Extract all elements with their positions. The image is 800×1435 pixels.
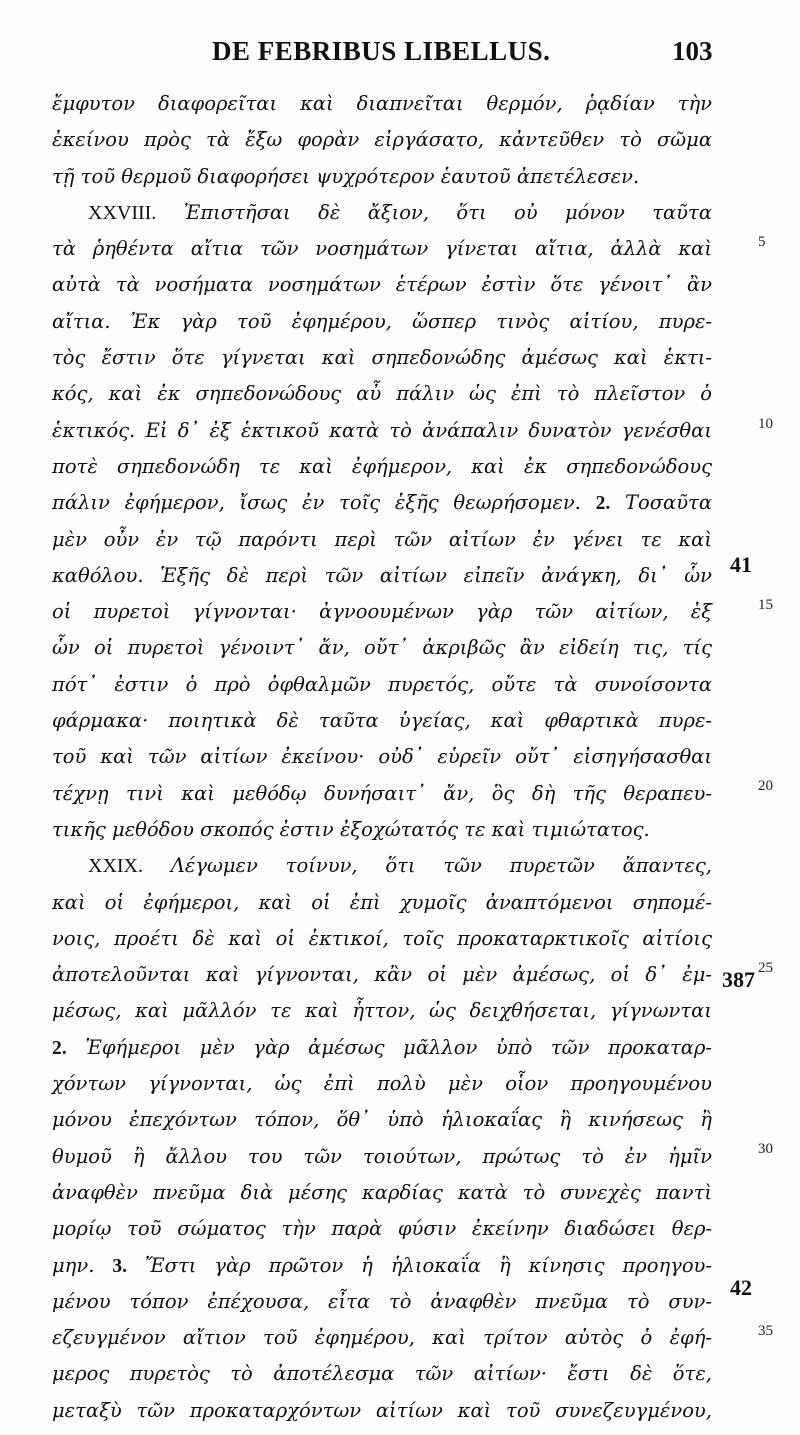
text-line <box>52 413 712 449</box>
running-title: DE FEBRIBUS LIBELLUS. <box>212 36 551 66</box>
paragraph-number: 2. <box>595 493 611 515</box>
text-line <box>52 340 712 376</box>
text-line <box>52 776 712 812</box>
text-line <box>52 122 712 158</box>
text-run: μεταξὺ τῶν προκαταρχόντων αἰτίων καὶ τοῦ συνεζευγμένου, <box>52 1398 712 1422</box>
text-line <box>52 1102 712 1138</box>
text-run: τὰ ῥηθέντα αἴτια τῶν νοσημάτων γίνεται αἴτια, ἀλλὰ καὶ <box>52 237 712 261</box>
text-run: μορίῳ τοῦ σώματος τὴν παρὰ φύσιν ἐκείνην διαδώσει θερ- <box>52 1217 712 1241</box>
text-run: τῇ τοῦ θερμοῦ διαφορήσει ψυχρότερον ἑαυτοῦ ἀπετέλεσεν. <box>52 164 640 188</box>
text-run: καὶ οἱ ἐφήμεροι, καὶ οἱ ἐπὶ χυμοῖς ἀναπτόμενοι σηπομέ- <box>52 890 712 914</box>
text-line <box>52 594 712 630</box>
text-run: αἴτια. Ἐκ γὰρ τοῦ ἐφημέρου, ὥσπερ τινὸς αἰτίου, πυρε- <box>52 309 712 333</box>
text-run: τὸς ἔστιν ὅτε γίγνεται καὶ σηπεδονώδης ἀμέσως καὶ ἑκτι- <box>52 346 712 370</box>
text-run: μένου τόπον ἐπέχουσα, εἶτα τὸ ἀναφθὲν πνεῦμα τὸ συν- <box>52 1289 712 1313</box>
text-run: ἑκτικός. Εἰ δ᾽ ἐξ ἑκτικοῦ κατὰ τὸ ἀνάπαλιν δυνατὸν γενέσθαι <box>52 418 712 442</box>
text-run: πότ᾽ ἐστιν ὁ πρὸ ὀφθαλμῶν πυρετός, οὔτε τὰ συνοίσοντα <box>52 672 712 696</box>
section-number: XXIX. <box>88 855 143 878</box>
line-number-marker: 15 <box>758 597 773 613</box>
text-run: μόνου ἐπεχόντων τόπον, ὅθ᾽ ὑπὸ ἡλιοκαΐας ἢ κινήσεως ἢ <box>52 1108 712 1132</box>
text-run: τέχνῃ τινὶ καὶ μεθόδῳ δυνήσαιτ᾽ ἄν, ὃς δὴ τῆς θεραπευ- <box>52 781 712 805</box>
text-line <box>52 1066 712 1102</box>
line-number-marker: 10 <box>758 416 773 432</box>
text-run: οἱ πυρετοὶ γίγνονται· ἀγνοουμένων γὰρ τῶν αἰτίων, ἐξ <box>52 600 712 624</box>
text-line <box>52 1248 712 1284</box>
text-line <box>52 1175 712 1211</box>
text-line <box>52 1320 712 1356</box>
text-line <box>52 376 712 412</box>
text-line <box>52 195 712 231</box>
text-line <box>52 812 712 848</box>
text-line <box>52 667 712 703</box>
text-run: αὐτὰ τὰ νοσήματα νοσημάτων ἑτέρων ἐστὶν ὅτε γένοιτ᾽ ἂν <box>52 273 712 297</box>
text-line <box>52 630 712 666</box>
text-line <box>52 921 712 957</box>
text-run: τοῦ καὶ τῶν αἰτίων ἐκείνου· οὐδ᾽ εὑρεῖν οὔτ᾽ εἰσηγήσασθαι <box>52 745 712 769</box>
text-run: μερος πυρετὸς τὸ ἀποτέλεσμα τῶν αἰτίων· ἔστι δὲ ὅτε, <box>52 1362 712 1386</box>
text-run: κός, καὶ ἐκ σηπεδονώδους αὖ πάλιν ὡς ἐπὶ τὸ πλεῖστον ὁ <box>52 382 712 406</box>
edition-page-marker: 41 <box>730 552 752 577</box>
text-run: Ἐπιστῆσαι δὲ ἄξιον, ὅτι οὐ μόνον ταῦτα <box>156 200 712 224</box>
paragraph-number: 2. <box>52 1037 67 1059</box>
text-line <box>52 1030 712 1066</box>
text-run: ἔμφυτον διαφορεῖται καὶ διαπνεῖται θερμόν, ῥᾳδίαν τὴν <box>52 92 712 115</box>
text-run: Τοσαῦτα <box>610 491 713 515</box>
text-line <box>52 267 712 303</box>
text-run: τικῆς μεθόδου σκοπός ἐστιν ἐξοχώτατός τε καὶ τιμιώτατος. <box>52 817 650 841</box>
text-run: χόντων γίγνονται, ὡς ἐπὶ πολὺ μὲν οἷον προηγουμένου <box>52 1072 712 1096</box>
text-line <box>52 1211 712 1247</box>
text-run: ποτὲ σηπεδονώδη τε καὶ ἐφήμερον, καὶ ἐκ σηπεδονώδους <box>52 454 712 478</box>
text-run: Λέγωμεν τοίνυν, ὅτι τῶν πυρετῶν ἅπαντες, <box>143 854 712 878</box>
text-line <box>52 848 712 884</box>
paragraph-number: 3. <box>112 1255 128 1277</box>
text-run: πάλιν ἐφήμερον, ἴσως ἐν τοῖς ἑξῆς θεωρήσομεν. <box>52 491 596 515</box>
text-line <box>52 86 712 122</box>
text-run: φάρμακα· ποιητικὰ δὲ ταῦτα ὑγείας, καὶ φθαρτικὰ πυρε- <box>52 709 712 733</box>
text-run: καθόλου. Ἑξῆς δὲ περὶ τῶν αἰτίων εἰπεῖν ἀνάγκη, δι᾽ ὧν <box>52 563 712 587</box>
text-line <box>52 231 712 267</box>
text-run: νοις, προέτι δὲ καὶ οἱ ἑκτικοί, τοῖς προκαταρκτικοῖς αἰτίοις <box>52 926 712 950</box>
text-line <box>52 304 712 340</box>
text-line <box>52 159 712 195</box>
text-line <box>52 885 712 921</box>
text-run: εζευγμένον αἴτιον τοῦ ἐφημέρου, καὶ τρίτον αὐτὸς ὁ ἐφή- <box>52 1326 712 1350</box>
text-run: ἀποτελοῦνται καὶ γίγνονται, κἂν οἱ μὲν ἀμέσως, οἱ δ᾽ ἐμ- <box>52 963 712 987</box>
line-number-marker: 35 <box>758 1323 773 1339</box>
text-run: μην. <box>52 1253 113 1277</box>
text-run: θυμοῦ ἢ ἄλλου του τῶν τοιούτων, πρώτως τὸ ἐν ἡμῖν <box>52 1144 712 1168</box>
text-line <box>52 957 712 993</box>
text-run: μέσως, καὶ μᾶλλόν τε καὶ ἧττον, ὡς δειχθήσεται, γίγνωνται <box>52 999 712 1023</box>
text-line <box>52 1356 712 1392</box>
text-line <box>52 485 712 521</box>
line-number-marker: 30 <box>758 1141 773 1157</box>
text-line <box>52 449 712 485</box>
text-line <box>52 522 712 558</box>
line-number-marker: 25 <box>758 960 773 976</box>
text-line <box>52 1139 712 1175</box>
text-run: ἀναφθὲν πνεῦμα διὰ μέσης καρδίας κατὰ τὸ συνεχὲς παντὶ <box>52 1180 712 1204</box>
line-number-marker: 5 <box>758 234 766 250</box>
text-run: ἐκείνου πρὸς τὰ ἔξω φορὰν εἰργάσατο, κἀντεῦθεν τὸ σῶμα <box>52 128 712 152</box>
page-header <box>0 36 800 76</box>
text-line <box>52 993 712 1029</box>
greek-text-body <box>52 86 712 1429</box>
text-run: Ἐφήμεροι μὲν γὰρ ἀμέσως μᾶλλον ὑπὸ τῶν προκαταρ- <box>66 1035 712 1059</box>
text-line <box>52 703 712 739</box>
text-run: ὧν οἱ πυρετοὶ γένοιντ᾽ ἄν, οὔτ᾽ ἀκριβῶς ἂν εἰδείη τις, τίς <box>52 636 712 660</box>
edition-page-marker: 42 <box>730 1275 752 1300</box>
text-run: μὲν οὖν ἐν τῷ παρόντι περὶ τῶν αἰτίων ἐν γένει τε καὶ <box>52 527 712 551</box>
edition-page-marker: 387 <box>722 967 755 992</box>
page-number: 103 <box>672 36 713 66</box>
section-number: XXVIII. <box>88 201 157 224</box>
text-run: Ἔστι γὰρ πρῶτον ἡ ἡλιοκαΐα ἢ κίνησις προηγου- <box>127 1253 713 1277</box>
text-line <box>52 1393 712 1429</box>
text-line <box>52 558 712 594</box>
text-line <box>52 739 712 775</box>
line-number-marker: 20 <box>758 778 773 794</box>
text-line <box>52 1284 712 1320</box>
